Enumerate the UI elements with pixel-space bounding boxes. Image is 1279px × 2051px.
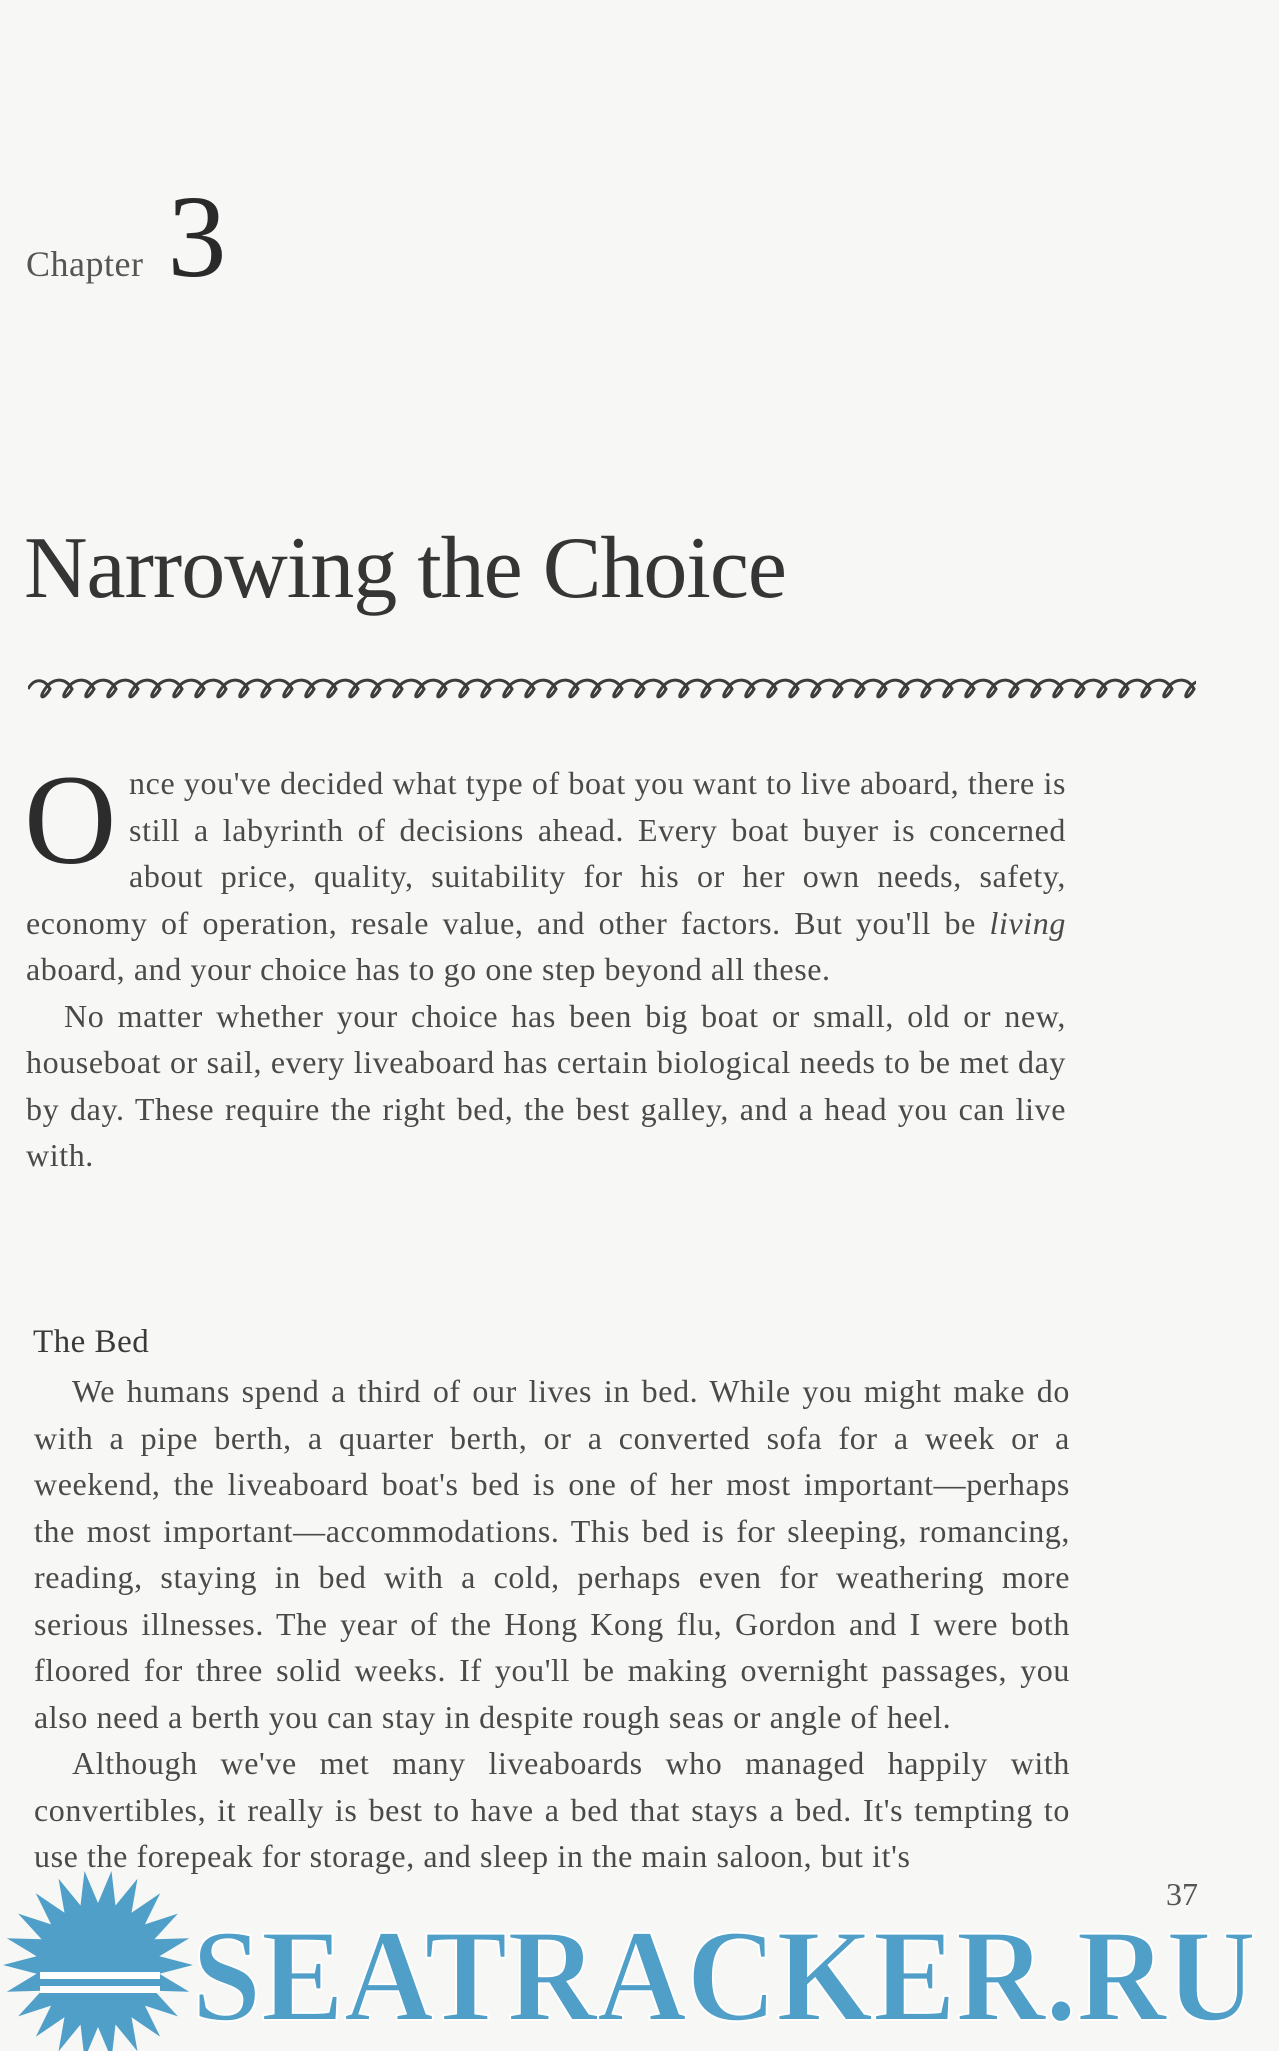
watermark-text: SEATRACKER.RU — [192, 1902, 1256, 2049]
intro-paragraph-2: No matter whether your choice has been big boat or small, old or new, houseboat or sail, every liveaboard has certain biological needs to be met day by day. These require the right bed, the best galley, and a head you can live with. — [26, 997, 1066, 1173]
section-heading: The Bed — [33, 1324, 150, 1360]
section-paragraph-1: We humans spend a third of our lives in bed. While you might make do with a pipe berth, a quarter berth, or a converted sofa for a week or a weekend, the liveaboard boat's bed is one of her most important—perhaps the most important—accommodations. This bed is for sleeping, romancing, reading, staying in bed with a cold, perhaps even for weathering more serious illnesses. The year of the Hong Kong flu, Gordon and I were both floored for three solid weeks. If you'll be making overnight passages, you also need a berth you can stay in despite rough seas or angle of heel. — [34, 1373, 1070, 1735]
drop-cap: O — [24, 749, 118, 891]
intro-p1-end: aboard, and your choice has to go one step beyond all these. — [26, 951, 831, 987]
section-text — [34, 1368, 1070, 1880]
decorative-rope-divider — [28, 676, 1196, 702]
watermark — [0, 1860, 1279, 2051]
chapter-number: 3 — [167, 171, 227, 302]
chapter-title: Narrowing the Choice — [24, 520, 786, 617]
chapter-heading — [26, 171, 227, 302]
intro-p1-start: nce you've decided what type of boat you want to live aboard, there is still a labyrinth of decisions ahead. Every boat buyer is concerned about price, quality, suitability for his or her own needs, safety, economy of operation, resale value, and other factors. But you'll be — [26, 765, 1066, 941]
section-paragraph-2: Although we've met many liveaboards who managed happily with convertibles, it really is best to have a bed that stays a bed. It's tempting to use the forepeak for storage, and sleep in the main saloon, but it's — [34, 1745, 1070, 1874]
intro-text — [24, 749, 1066, 1179]
sun-burst-icon — [3, 1871, 193, 2051]
intro-p1-italic: living — [989, 904, 1066, 941]
chapter-label: Chapter — [26, 244, 144, 284]
page-number: 37 — [1166, 1876, 1198, 1912]
intro-paragraph-1 — [24, 749, 1066, 993]
